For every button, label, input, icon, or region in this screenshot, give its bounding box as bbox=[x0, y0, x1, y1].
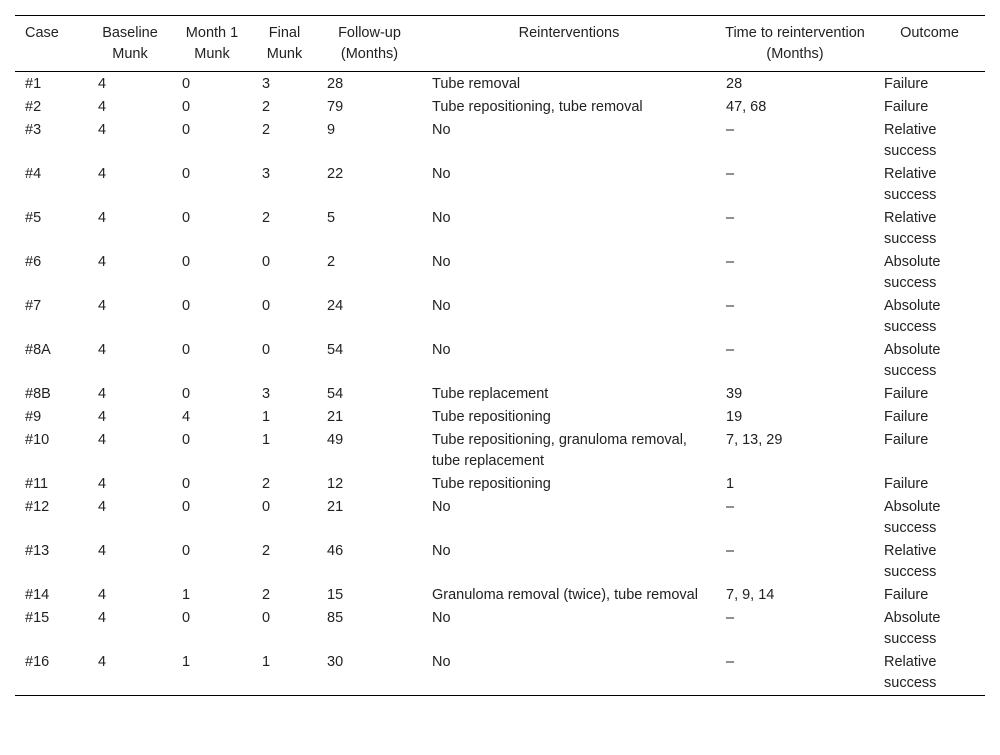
cell-time-to-reintervention: – bbox=[726, 122, 735, 138]
cell-time-to-reintervention: – bbox=[726, 298, 735, 314]
cell-time-to-reintervention: 28 bbox=[726, 76, 743, 92]
table-row bbox=[15, 119, 985, 163]
table-row bbox=[15, 406, 985, 429]
cell-outcome: Failure bbox=[884, 76, 929, 92]
cell-month1-munk: 0 bbox=[182, 166, 191, 182]
cell-follow-up: 21 bbox=[327, 499, 344, 515]
table-row bbox=[15, 540, 985, 584]
cell-follow-up: 9 bbox=[327, 122, 336, 138]
cell-outcome: Failure bbox=[884, 386, 929, 402]
cell-time-to-reintervention: – bbox=[726, 610, 735, 626]
cell-time-to-reintervention: – bbox=[726, 166, 735, 182]
cell-baseline-munk: 4 bbox=[98, 432, 107, 448]
cell-baseline-munk: 4 bbox=[98, 122, 107, 138]
cell-final-munk: 2 bbox=[262, 122, 271, 138]
cell-follow-up: 49 bbox=[327, 432, 344, 448]
header-time-to-reintervention: Time to reintervention (Months) bbox=[725, 25, 865, 62]
cell-final-munk: 1 bbox=[262, 654, 271, 670]
cell-outcome: Absolute success bbox=[884, 499, 941, 536]
cell-case: #11 bbox=[25, 476, 49, 492]
cell-final-munk: 2 bbox=[262, 210, 271, 226]
cell-follow-up: 54 bbox=[327, 386, 344, 402]
cell-time-to-reintervention: – bbox=[726, 499, 735, 515]
cell-outcome: Relative success bbox=[884, 122, 937, 159]
cell-follow-up: 22 bbox=[327, 166, 344, 182]
cell-follow-up: 28 bbox=[327, 76, 344, 92]
results-table-container bbox=[15, 15, 985, 696]
table-row bbox=[15, 607, 985, 651]
cell-case: #4 bbox=[25, 166, 42, 182]
cell-follow-up: 85 bbox=[327, 610, 344, 626]
cell-reinterventions: No bbox=[432, 166, 451, 182]
cell-final-munk: 1 bbox=[262, 432, 271, 448]
cell-outcome: Absolute success bbox=[884, 254, 941, 291]
cell-time-to-reintervention: – bbox=[726, 254, 735, 270]
cell-outcome: Relative success bbox=[884, 166, 937, 203]
table-row bbox=[15, 207, 985, 251]
cell-final-munk: 2 bbox=[262, 99, 271, 115]
cell-baseline-munk: 4 bbox=[98, 254, 107, 270]
header-row bbox=[15, 16, 985, 72]
cell-baseline-munk: 4 bbox=[98, 409, 107, 425]
cell-reinterventions: Tube replacement bbox=[432, 386, 549, 402]
cell-final-munk: 0 bbox=[262, 499, 271, 515]
header-outcome: Outcome bbox=[900, 25, 959, 41]
header-reinterventions: Reinterventions bbox=[518, 25, 620, 41]
cell-case: #10 bbox=[25, 432, 50, 448]
cell-time-to-reintervention: – bbox=[726, 543, 735, 559]
cell-case: #1 bbox=[25, 76, 42, 92]
cell-outcome: Relative success bbox=[884, 210, 937, 247]
cell-baseline-munk: 4 bbox=[98, 610, 107, 626]
cell-baseline-munk: 4 bbox=[98, 210, 107, 226]
cell-outcome: Absolute success bbox=[884, 298, 941, 335]
table-row bbox=[15, 429, 985, 473]
cell-reinterventions: Tube repositioning, granuloma removal, tube replacement bbox=[432, 432, 687, 469]
cell-reinterventions: No bbox=[432, 342, 451, 358]
cell-reinterventions: No bbox=[432, 610, 451, 626]
cell-month1-munk: 0 bbox=[182, 298, 191, 314]
cell-time-to-reintervention: – bbox=[726, 654, 735, 670]
cell-final-munk: 3 bbox=[262, 386, 271, 402]
results-table bbox=[15, 15, 985, 696]
cell-reinterventions: No bbox=[432, 254, 451, 270]
cell-follow-up: 46 bbox=[327, 543, 344, 559]
cell-month1-munk: 0 bbox=[182, 342, 191, 358]
header-month1-munk: Month 1 Munk bbox=[185, 25, 239, 62]
cell-final-munk: 2 bbox=[262, 543, 271, 559]
cell-time-to-reintervention: – bbox=[726, 342, 735, 358]
cell-follow-up: 2 bbox=[327, 254, 336, 270]
cell-case: #5 bbox=[25, 210, 42, 226]
cell-case: #16 bbox=[25, 654, 50, 670]
cell-reinterventions: No bbox=[432, 499, 451, 515]
cell-month1-munk: 0 bbox=[182, 76, 191, 92]
cell-baseline-munk: 4 bbox=[98, 587, 107, 603]
cell-outcome: Failure bbox=[884, 476, 929, 492]
cell-reinterventions: No bbox=[432, 298, 451, 314]
cell-baseline-munk: 4 bbox=[98, 298, 107, 314]
cell-month1-munk: 0 bbox=[182, 543, 191, 559]
table-body bbox=[15, 72, 985, 696]
cell-case: #12 bbox=[25, 499, 50, 515]
cell-baseline-munk: 4 bbox=[98, 476, 107, 492]
cell-time-to-reintervention: 39 bbox=[726, 386, 743, 402]
table-row bbox=[15, 295, 985, 339]
cell-final-munk: 3 bbox=[262, 166, 271, 182]
table-row bbox=[15, 72, 985, 97]
cell-follow-up: 30 bbox=[327, 654, 344, 670]
cell-follow-up: 12 bbox=[327, 476, 344, 492]
table-header bbox=[15, 16, 985, 72]
cell-outcome: Absolute success bbox=[884, 342, 941, 379]
cell-time-to-reintervention: 7, 13, 29 bbox=[726, 432, 783, 448]
table-row bbox=[15, 251, 985, 295]
header-final-munk: Final Munk bbox=[266, 25, 303, 62]
cell-baseline-munk: 4 bbox=[98, 654, 107, 670]
cell-month1-munk: 1 bbox=[182, 587, 191, 603]
table-row bbox=[15, 163, 985, 207]
cell-month1-munk: 0 bbox=[182, 476, 191, 492]
table-row bbox=[15, 584, 985, 607]
cell-final-munk: 0 bbox=[262, 254, 271, 270]
cell-final-munk: 0 bbox=[262, 610, 271, 626]
cell-month1-munk: 0 bbox=[182, 386, 191, 402]
cell-time-to-reintervention: 1 bbox=[726, 476, 735, 492]
cell-case: #13 bbox=[25, 543, 50, 559]
cell-baseline-munk: 4 bbox=[98, 342, 107, 358]
cell-month1-munk: 0 bbox=[182, 254, 191, 270]
cell-reinterventions: Tube removal bbox=[432, 76, 521, 92]
cell-case: #9 bbox=[25, 409, 42, 425]
cell-month1-munk: 0 bbox=[182, 122, 191, 138]
cell-baseline-munk: 4 bbox=[98, 499, 107, 515]
cell-reinterventions: No bbox=[432, 122, 451, 138]
cell-baseline-munk: 4 bbox=[98, 76, 107, 92]
cell-follow-up: 21 bbox=[327, 409, 344, 425]
cell-time-to-reintervention: 7, 9, 14 bbox=[726, 587, 775, 603]
table-row bbox=[15, 383, 985, 406]
cell-reinterventions: No bbox=[432, 543, 451, 559]
cell-follow-up: 54 bbox=[327, 342, 344, 358]
cell-outcome: Absolute success bbox=[884, 610, 941, 647]
cell-case: #15 bbox=[25, 610, 50, 626]
cell-reinterventions: Tube repositioning, tube removal bbox=[432, 99, 643, 115]
cell-case: #8B bbox=[25, 386, 51, 402]
cell-time-to-reintervention: – bbox=[726, 210, 735, 226]
cell-case: #8A bbox=[25, 342, 51, 358]
cell-baseline-munk: 4 bbox=[98, 99, 107, 115]
cell-month1-munk: 0 bbox=[182, 610, 191, 626]
cell-time-to-reintervention: 19 bbox=[726, 409, 743, 425]
cell-final-munk: 2 bbox=[262, 587, 271, 603]
cell-final-munk: 3 bbox=[262, 76, 271, 92]
cell-month1-munk: 0 bbox=[182, 499, 191, 515]
cell-final-munk: 2 bbox=[262, 476, 271, 492]
cell-time-to-reintervention: 47, 68 bbox=[726, 99, 767, 115]
table-row bbox=[15, 651, 985, 696]
cell-month1-munk: 1 bbox=[182, 654, 191, 670]
table-row bbox=[15, 496, 985, 540]
cell-outcome: Failure bbox=[884, 432, 929, 448]
cell-baseline-munk: 4 bbox=[98, 166, 107, 182]
table-row bbox=[15, 339, 985, 383]
table-row bbox=[15, 473, 985, 496]
cell-outcome: Relative success bbox=[884, 654, 937, 691]
cell-case: #3 bbox=[25, 122, 42, 138]
cell-month1-munk: 0 bbox=[182, 432, 191, 448]
header-follow-up: Follow-up (Months) bbox=[338, 25, 401, 62]
cell-reinterventions: Tube repositioning bbox=[432, 476, 551, 492]
cell-outcome: Failure bbox=[884, 99, 929, 115]
cell-outcome: Failure bbox=[884, 409, 929, 425]
cell-final-munk: 0 bbox=[262, 342, 271, 358]
cell-reinterventions: Granuloma removal (twice), tube removal bbox=[432, 587, 698, 603]
cell-case: #6 bbox=[25, 254, 42, 270]
cell-reinterventions: Tube repositioning bbox=[432, 409, 551, 425]
cell-case: #7 bbox=[25, 298, 42, 314]
cell-case: #14 bbox=[25, 587, 50, 603]
cell-baseline-munk: 4 bbox=[98, 386, 107, 402]
cell-follow-up: 79 bbox=[327, 99, 344, 115]
table-row bbox=[15, 96, 985, 119]
cell-month1-munk: 0 bbox=[182, 210, 191, 226]
cell-reinterventions: No bbox=[432, 654, 451, 670]
cell-case: #2 bbox=[25, 99, 42, 115]
header-baseline-munk: Baseline Munk bbox=[102, 25, 158, 62]
cell-baseline-munk: 4 bbox=[98, 543, 107, 559]
cell-follow-up: 24 bbox=[327, 298, 344, 314]
cell-follow-up: 15 bbox=[327, 587, 344, 603]
cell-final-munk: 0 bbox=[262, 298, 271, 314]
cell-month1-munk: 4 bbox=[182, 409, 191, 425]
cell-reinterventions: No bbox=[432, 210, 451, 226]
cell-final-munk: 1 bbox=[262, 409, 271, 425]
cell-outcome: Failure bbox=[884, 587, 929, 603]
cell-follow-up: 5 bbox=[327, 210, 336, 226]
cell-month1-munk: 0 bbox=[182, 99, 191, 115]
cell-outcome: Relative success bbox=[884, 543, 937, 580]
header-case: Case bbox=[25, 25, 59, 41]
